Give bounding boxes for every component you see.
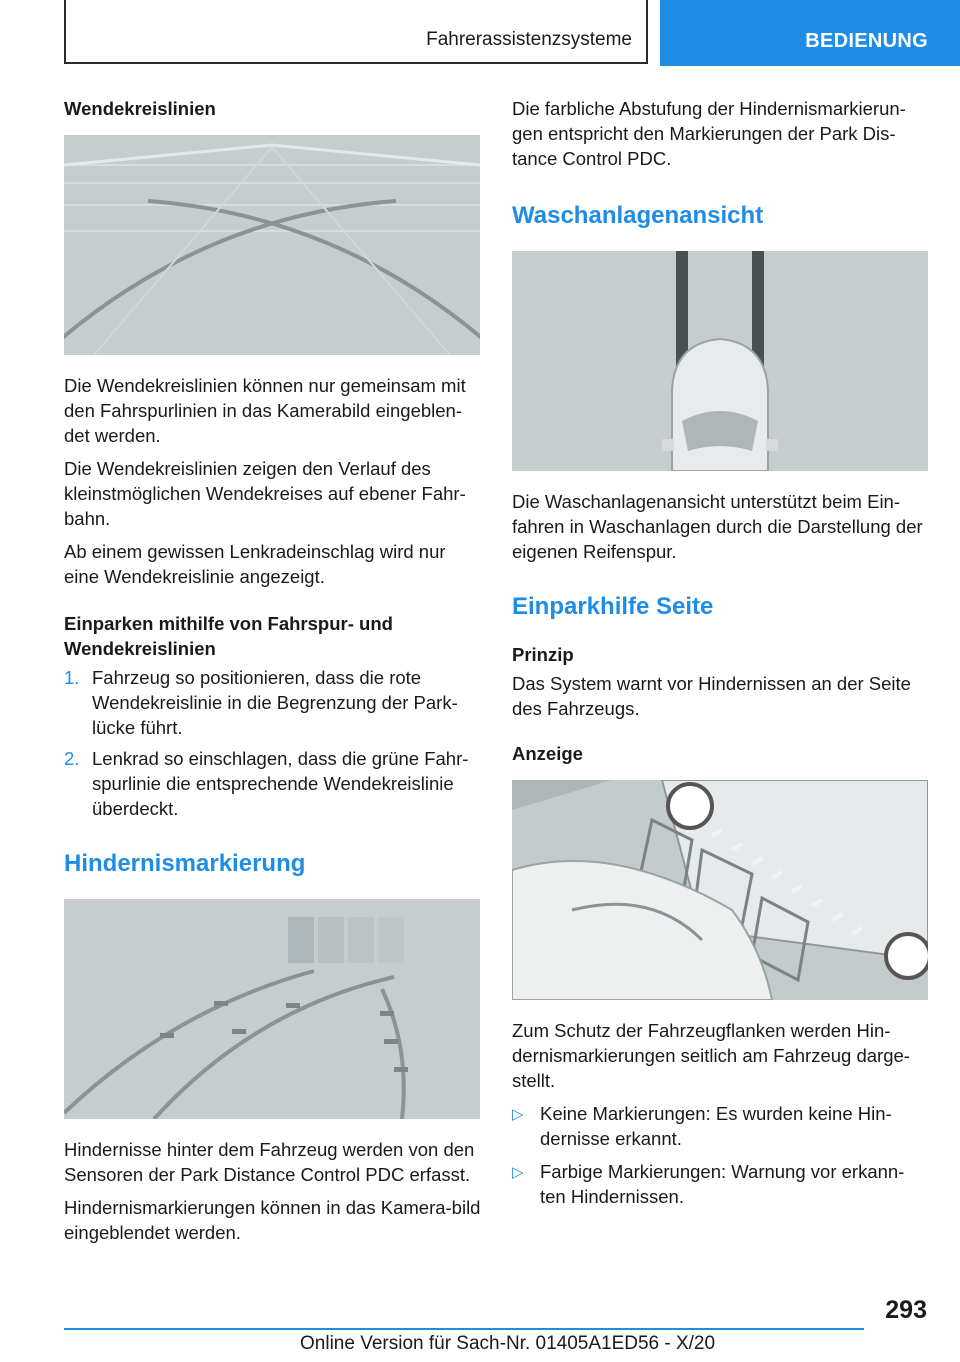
obstacle-markings-image [64, 899, 480, 1119]
section-title: Fahrerassistenzsysteme [426, 29, 632, 50]
side-parking-aid-image [512, 780, 928, 1000]
list-item [64, 746, 482, 821]
steps-list [64, 665, 482, 821]
bullet-text: Farbige Markierungen: Warnung vor erkann-ten Hindernissen. [540, 1161, 905, 1207]
paragraph: Die Waschanlagenansicht unterstützt beim Ein-fahren in Waschanlagen durch die Darstellung der eigenen Reifenspur. [512, 491, 923, 562]
left-column [64, 96, 482, 1253]
footer-divider [64, 1328, 864, 1330]
right-column [512, 96, 930, 1217]
list-item [64, 665, 482, 740]
paragraph: Hindernisse hinter dem Fahrzeug werden von den Sensoren der Park Distance Control PDC erfasst. [64, 1139, 475, 1185]
step-text: Fahrzeug so positionieren, dass die rote Wendekreislinie in die Begrenzung der Park-lücke führt. [92, 667, 458, 738]
heading-einparken: Einparken mithilfe von Fahrspur- und Wendekreislinien [64, 613, 393, 659]
list-item [512, 1101, 930, 1151]
section-title-hindernismarkierung: Hindernismarkierung [64, 850, 306, 877]
step-number: 2. [64, 748, 80, 769]
paragraph: Die Wendekreislinien können nur gemeinsam mit den Fahrspurlinien in das Kamerabild eingeblen-det werden. [64, 375, 466, 446]
paragraph: Ab einem gewissen Lenkradeinschlag wird nur eine Wendekreislinie angezeigt. [64, 541, 446, 587]
bullet-text: Keine Markierungen: Es wurden keine Hin-dernisse erkannt. [540, 1103, 892, 1149]
paragraph: Das System warnt vor Hindernissen an der Seite des Fahrzeugs. [512, 673, 911, 719]
triangle-bullet-icon: ▷ [512, 1164, 524, 1181]
header-chapter-tab [660, 0, 960, 66]
step-text: Lenkrad so einschlagen, dass die grüne Fahr-spurlinie die entsprechende Wendekreislinie überdeckt. [92, 748, 469, 819]
footer-text: Online Version für Sach-Nr. 01405A1ED56 - X/20 [300, 1333, 716, 1354]
page-number: 293 [885, 1296, 927, 1324]
subheading-anzeige: Anzeige [512, 743, 583, 764]
car-wash-view-image [512, 251, 928, 471]
step-number: 1. [64, 667, 80, 688]
section-title-waschanlagenansicht: Waschanlagenansicht [512, 202, 764, 229]
subheading-prinzip: Prinzip [512, 644, 574, 665]
bullet-list [512, 1101, 930, 1209]
paragraph: Die Wendekreislinien zeigen den Verlauf des kleinstmöglichen Wendekreises auf ebener Fahr-bahn. [64, 458, 466, 529]
header-section-title [64, 0, 648, 64]
list-item [512, 1159, 930, 1209]
chapter-title: BEDIENUNG [805, 30, 928, 52]
paragraph: Die farbliche Abstufung der Hindernismarkierun-gen entspricht den Markierungen der Park Dis-tance Control PDC. [512, 98, 906, 169]
section-title-einparkhilfe-seite: Einparkhilfe Seite [512, 593, 714, 620]
paragraph: Zum Schutz der Fahrzeugflanken werden Hin-dernismarkierungen seitlich am Fahrzeug darge-stellt. [512, 1020, 910, 1091]
heading-wendekreislinien: Wendekreislinien [64, 98, 216, 119]
triangle-bullet-icon: ▷ [512, 1106, 524, 1123]
turning-circle-lines-image [64, 135, 480, 355]
paragraph: Hindernismarkierungen können in das Kamera-bild eingeblendet werden. [64, 1197, 481, 1243]
